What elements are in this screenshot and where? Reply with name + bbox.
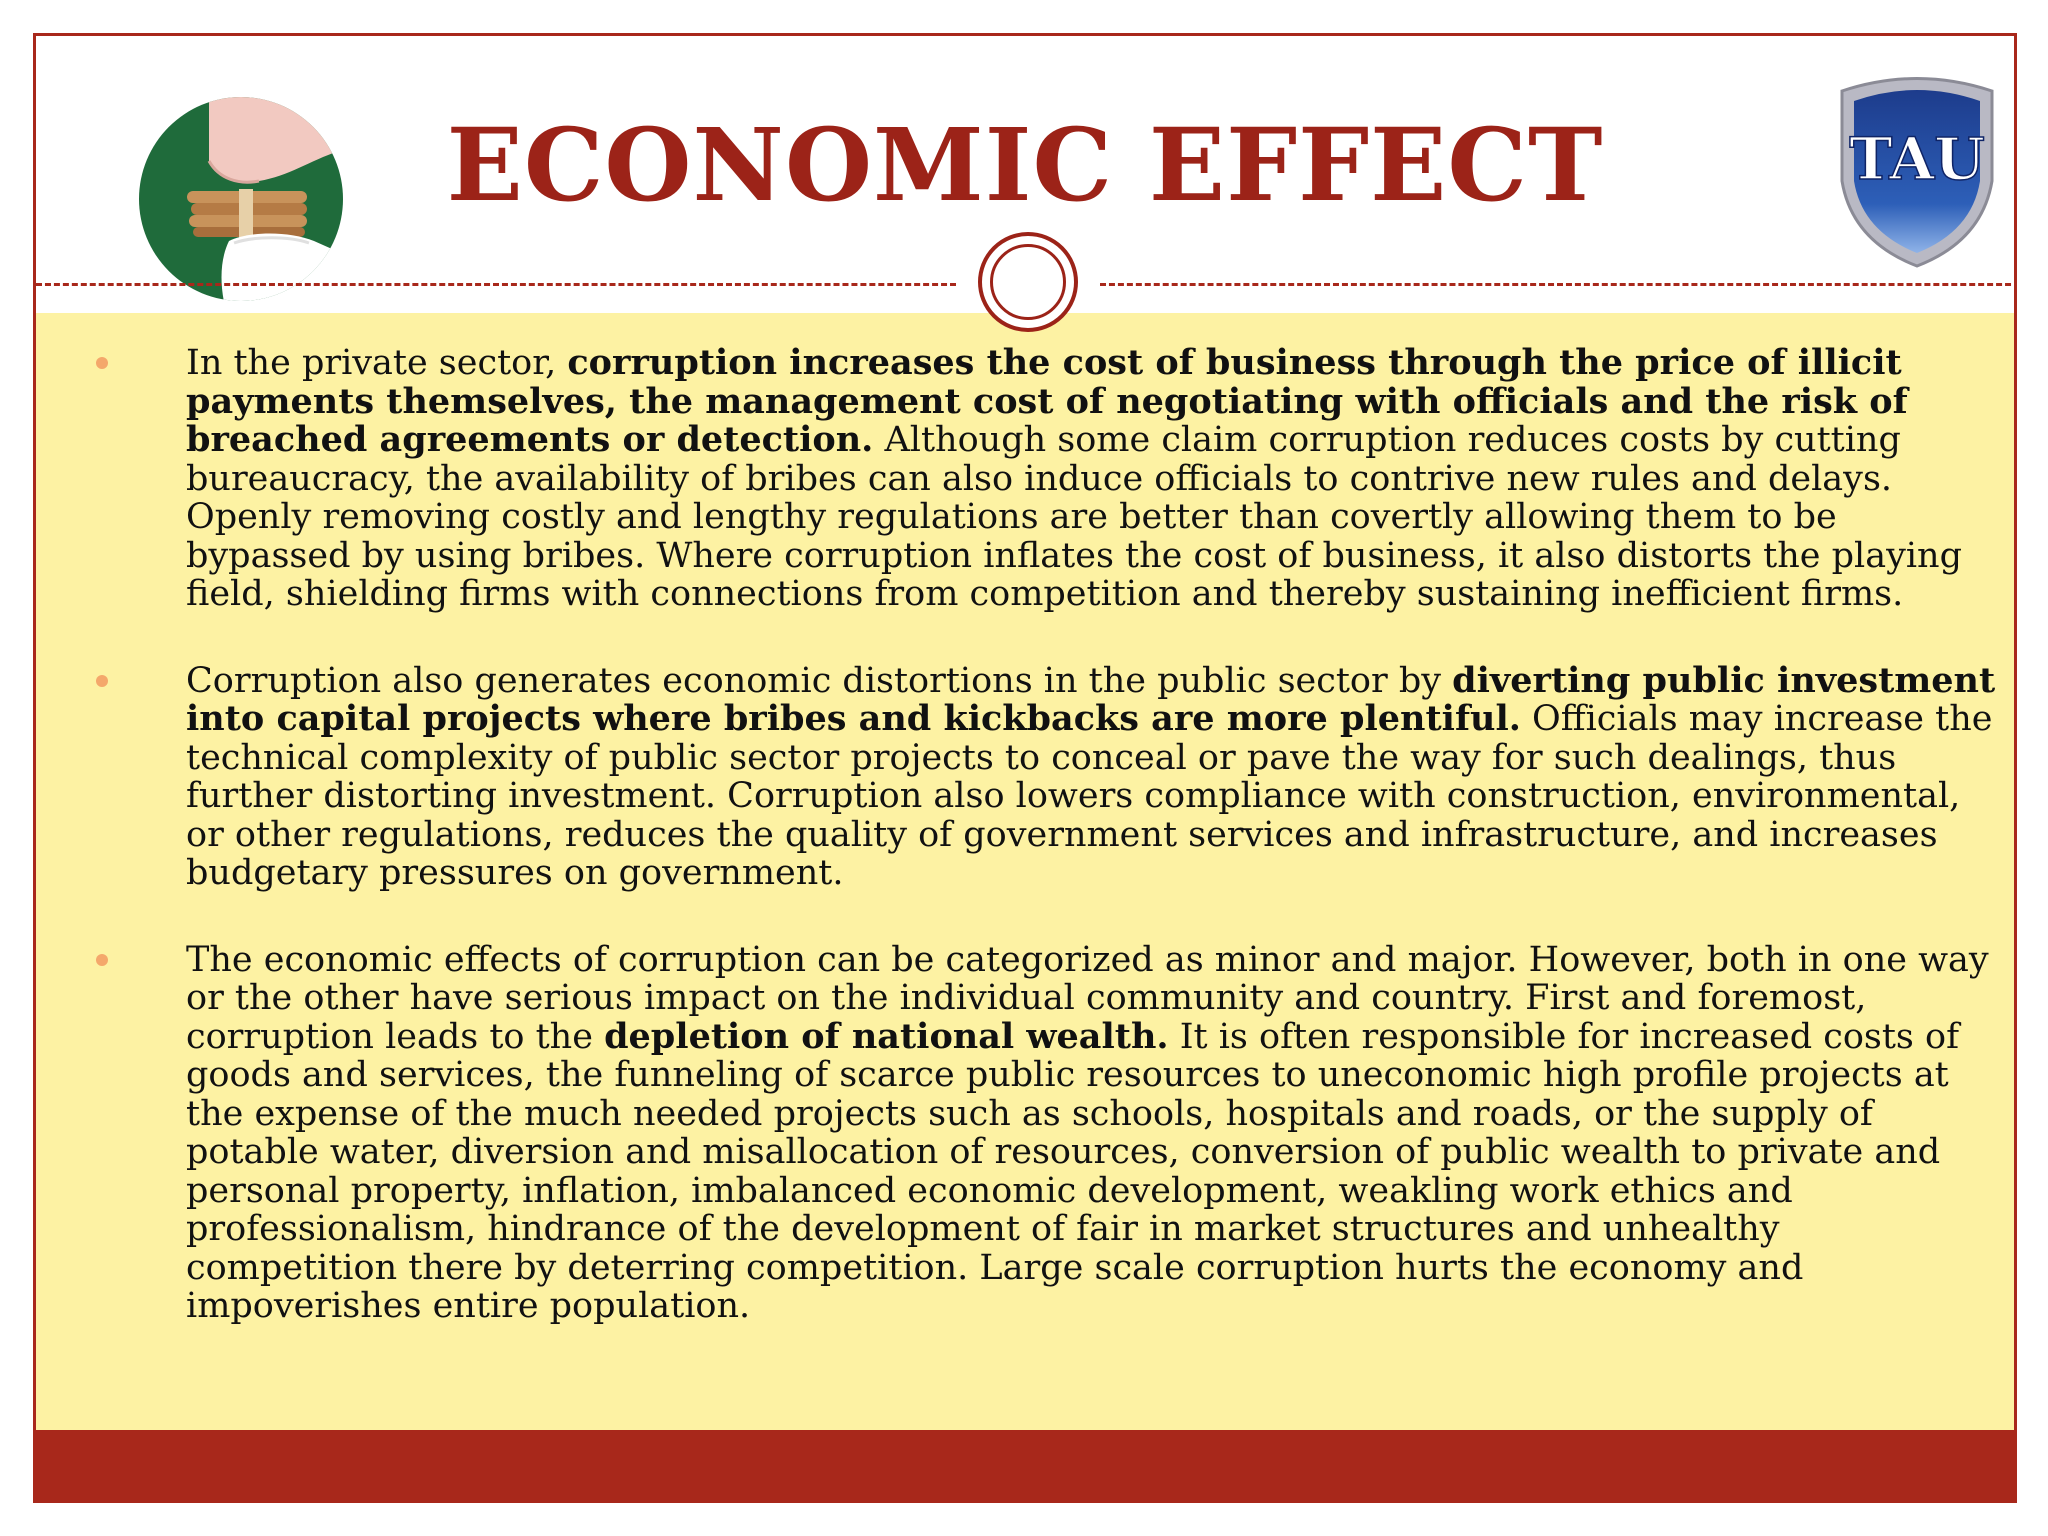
bullet-2-intro: Corruption also generates economic distortions in the public sector by [186, 660, 1453, 701]
footer-bar [36, 1430, 2014, 1500]
ring-inner [990, 244, 1066, 320]
double-ring-ornament-icon [978, 232, 1078, 332]
bullet-item-1 [96, 344, 1996, 614]
bullet-list [96, 344, 1996, 1374]
dot-bullet-icon [96, 954, 108, 966]
shield-lettering: TAU [1849, 125, 1985, 193]
university-shield-icon [1832, 61, 2002, 276]
bullet-3-rest: It is often responsible for increased costs of goods and services, the funneling of scarce public resources to uneconomic high profile projects at the expense of the much needed projects such as schools, hospitals and roads, or the supply of potable water, diversion and misallocation of resources, conversion of public wealth to private and personal property, inflation, imbalanced economic development, weakling work ethics and professionalism, hindrance of the development of fair in market structures and unhealthy competition there by deterring competition. Large scale corruption hurts the economy and impoverishes entire population. [186, 1016, 1960, 1326]
slide-frame [33, 33, 2017, 1503]
bullet-3-emphasis: depletion of national wealth. [604, 1015, 1169, 1057]
header-divider-left [36, 283, 956, 286]
bullet-2-rest: Officials may increase the technical complexity of public sector projects to conceal or pave the way for such dealings, thus further distorting investment. Corruption also lowers compliance with construction, environmental, or other regulations, reduces the quality of government services and infrastructure, and increases budgetary pressures on government. [186, 699, 1993, 893]
bullet-1-rest: Although some claim corruption reduces costs by cutting bureaucracy, the availability of bribes can also induce officials to contrive new rules and delays. Openly removing costly and lengthy regulations are better than covertly allowing them to be bypassed by using bribes. Where corruption inflates the cost of business, it also distorts the playing field, shielding firms with connections from competition and thereby sustaining inefficient firms. [186, 420, 1962, 614]
dot-bullet-icon [96, 357, 108, 369]
bullet-item-3 [96, 941, 1996, 1326]
dot-bullet-icon [96, 675, 108, 687]
bullet-item-2 [96, 659, 1996, 893]
bullet-1-intro: In the private sector, [186, 343, 568, 383]
bullet-2-emphasis: diverting public investment into capital projects where bribes and kickbacks are more plentiful. [186, 659, 1996, 739]
bullet-3-intro: The economic effects of corruption can be categorized as minor and major. However, both in one way or the other have serious impact on the individual community and country. First and foremost, corruption leads to the [186, 939, 1989, 1057]
bullet-1-emphasis: corruption increases the cost of business through the price of illicit payments themselves, the management cost of negotiating with officials and the risk of breached agreements or detection. [186, 342, 1908, 460]
page-title: ECONOMIC EFFECT [446, 106, 1604, 224]
header-divider-right [1100, 283, 2017, 286]
